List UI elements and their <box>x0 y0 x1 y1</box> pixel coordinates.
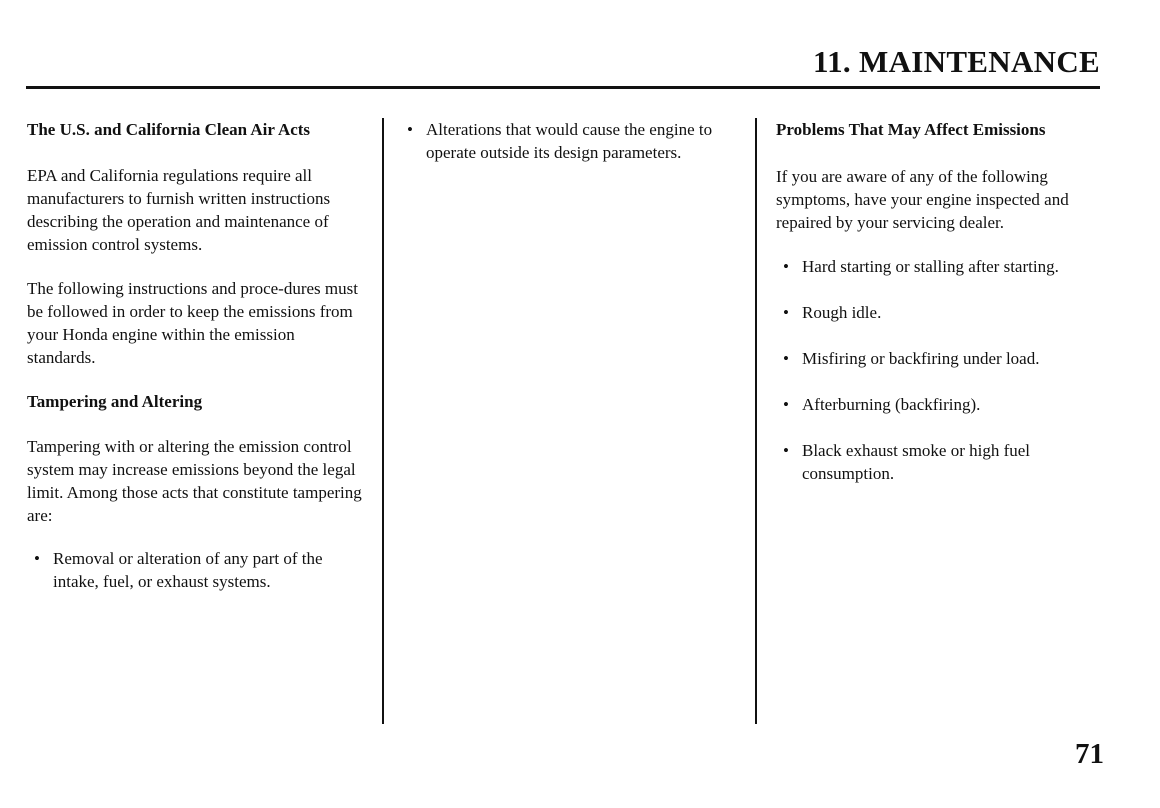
column-middle <box>400 118 740 164</box>
paragraph-tampering: Tampering with or altering the emission control system may increase emissions beyond the legal limit. Among those acts that constitute tampering are: <box>27 437 362 525</box>
list-item <box>776 301 1111 324</box>
section-heading-tampering: Tampering and Altering <box>27 392 203 411</box>
list-item-text: Misfiring or backfiring under load. <box>802 349 1040 368</box>
column-divider <box>755 118 757 724</box>
tampering-list-continued <box>400 118 740 164</box>
paragraph-instructions: The following instructions and proce-dures must be followed in order to keep the emissions from your Honda engine within the emission standards. <box>27 279 358 367</box>
column-right <box>776 118 1111 508</box>
list-item-text: Hard starting or stalling after starting. <box>802 257 1059 276</box>
paragraph-epa-regulations: EPA and California regulations require all manufacturers to furnish written instructions describing the operation and maintenance of emission control systems. <box>27 166 331 254</box>
list-item <box>400 118 740 164</box>
bullet-icon: • <box>407 120 413 139</box>
list-item <box>776 393 1111 416</box>
page-title: 11. MAINTENANCE <box>813 44 1100 79</box>
list-item-text: Removal or alteration of any part of the intake, fuel, or exhaust systems. <box>53 549 323 591</box>
section-heading-clean-air-acts: The U.S. and California Clean Air Acts <box>27 120 311 139</box>
list-item-text: Black exhaust smoke or high fuel consumption. <box>802 441 1031 483</box>
list-item-text: Rough idle. <box>802 303 882 322</box>
bullet-icon: • <box>783 257 789 276</box>
list-item <box>776 439 1111 485</box>
list-item <box>27 547 362 593</box>
list-item-text: Alterations that would cause the engine to operate outside its design parameters. <box>426 120 713 162</box>
bullet-icon: • <box>34 549 40 568</box>
symptoms-list <box>776 255 1111 485</box>
bullet-icon: • <box>783 303 789 322</box>
column-left <box>27 118 362 593</box>
bullet-icon: • <box>783 395 789 414</box>
bullet-icon: • <box>783 349 789 368</box>
bullet-icon: • <box>783 441 789 460</box>
paragraph-symptoms: If you are aware of any of the following symptoms, have your engine inspected and repaired by your servicing dealer. <box>776 167 1069 232</box>
section-heading-problems: Problems That May Affect Emissions <box>776 120 1046 139</box>
column-divider <box>382 118 384 724</box>
list-item <box>776 255 1111 278</box>
tampering-list <box>27 547 362 593</box>
page-number: 71 <box>1075 738 1104 770</box>
list-item <box>776 347 1111 370</box>
title-rule <box>26 86 1100 89</box>
list-item-text: Afterburning (backfiring). <box>802 395 981 414</box>
